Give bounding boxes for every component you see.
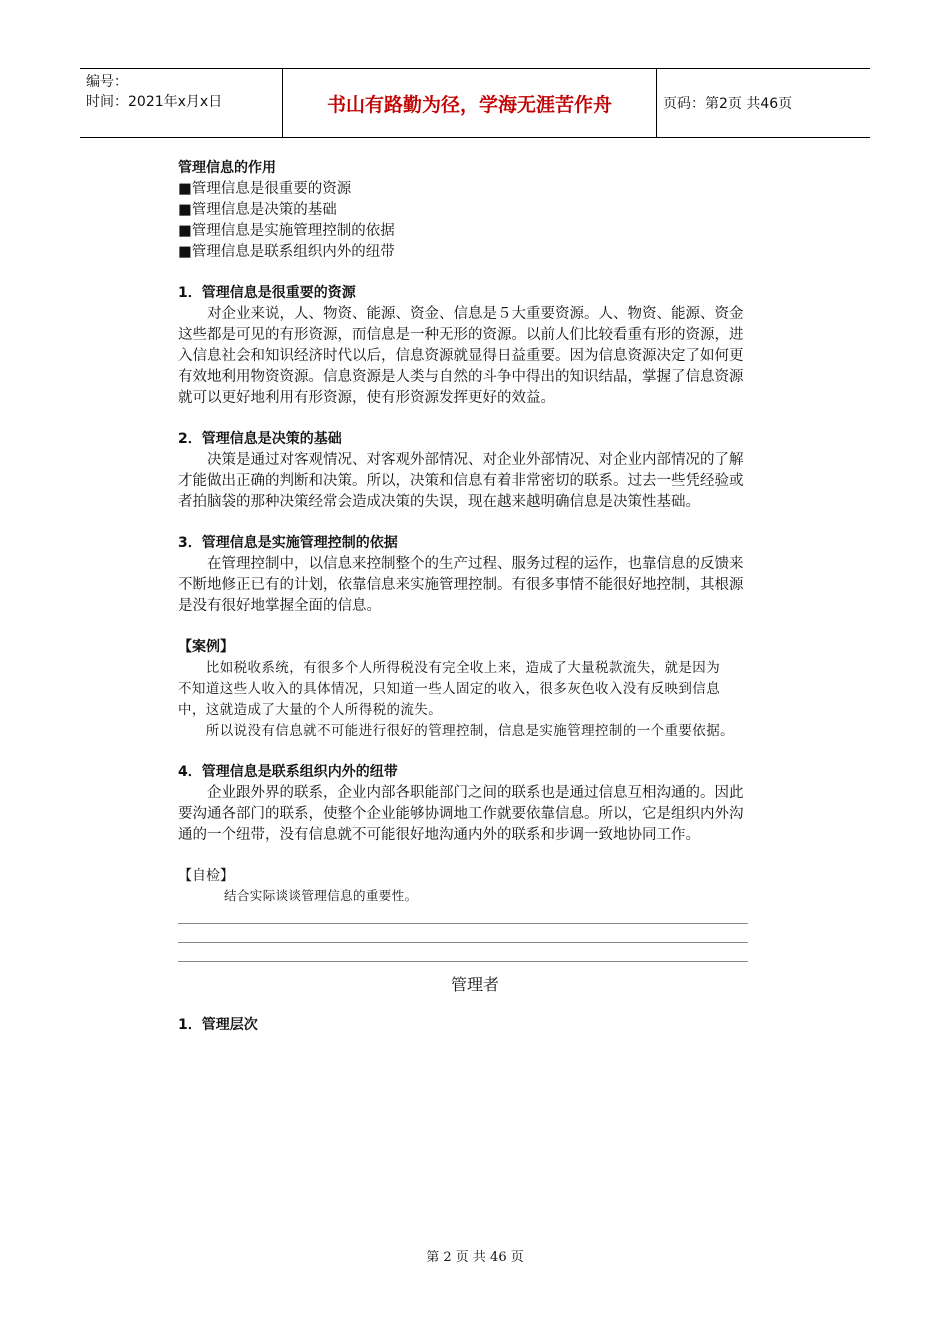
case-line: 不知道这些人收入的具体情况，只知道一些人固定的收入，很多灰色收入没有反映到信息 xyxy=(178,681,721,697)
header-page-info: 页码：第2页 共46页 xyxy=(663,96,793,112)
number-label: 编号： xyxy=(86,74,128,90)
section-title: 管理信息的作用 xyxy=(178,160,276,176)
paragraph-line: 通的一个纽带，没有信息就不可能很好地沟通内外的联系和步调一致地协同工作。 xyxy=(178,827,700,843)
paragraph-line: 要沟通各部门的联系，使整个企业能够协调地工作就要依靠信息。所以，它是组织内外沟 xyxy=(178,806,744,822)
bullet-item: ■管理信息是很重要的资源 xyxy=(178,181,352,197)
header-meta xyxy=(80,69,283,137)
answer-line xyxy=(178,942,748,943)
paragraph-line: 才能做出正确的判断和决策。所以，决策和信息有着非常密切的联系。过去一些凭经验或 xyxy=(178,473,744,489)
case-label: 【案例】 xyxy=(178,639,234,655)
bullet-item: ■管理信息是实施管理控制的依据 xyxy=(178,223,395,239)
case-line: 比如税收系统，有很多个人所得税没有完全收上来，造成了大量税款流失，就是因为 xyxy=(178,660,721,676)
paragraph-line: 企业跟外界的联系，企业内部各职能部门之间的联系也是通过信息互相沟通的。因此 xyxy=(178,785,744,801)
paragraph-line: 对企业来说，人、物资、能源、资金、信息是５大重要资源。人、物资、能源、资金 xyxy=(178,306,744,322)
case-line: 中，这就造成了大量的个人所得税的流失。 xyxy=(178,702,443,718)
paragraph-line: 不断地修正已有的计划，依靠信息来实施管理控制。有很多事情不能很好地控制，其根源 xyxy=(178,577,744,593)
selfcheck-question: 结合实际谈谈管理信息的重要性。 xyxy=(224,888,418,903)
section-title: 1．管理信息是很重要的资源 xyxy=(178,285,356,301)
paragraph-line: 者拍脑袋的那种决策经常会造成决策的失误，现在越来越明确信息是决策性基础。 xyxy=(178,494,700,510)
section-title: 3．管理信息是实施管理控制的依据 xyxy=(178,535,398,551)
paragraph-line: 是没有很好地掌握全面的信息。 xyxy=(178,598,381,614)
document-body xyxy=(178,158,810,962)
paragraph-line: 这些都是可见的有形资源，而信息是一种无形的资源。以前人们比较看重有形的资源，进 xyxy=(178,327,744,343)
section-title: 2．管理信息是决策的基础 xyxy=(178,431,342,447)
selfcheck-label: 【自检】 xyxy=(178,868,234,884)
page-header xyxy=(80,68,870,138)
case-line: 所以说没有信息就不可能进行很好的管理控制，信息是实施管理控制的一个重要依据。 xyxy=(178,723,734,739)
chapter-title: 管理者 xyxy=(450,975,499,994)
bullet-item: ■管理信息是联系组织内外的纽带 xyxy=(178,244,395,260)
paragraph-line: 入信息社会和知识经济时代以后，信息资源就显得日益重要。因为信息资源决定了如何更 xyxy=(178,348,744,364)
section-title: 1．管理层次 xyxy=(178,1017,258,1033)
date-label: 时间：2021年x月x日 xyxy=(86,94,223,110)
section-title: 4．管理信息是联系组织内外的纽带 xyxy=(178,764,398,780)
paragraph-line: 有效地利用物资资源。信息资源是人类与自然的斗争中得出的知识结晶，掌握了信息资源 xyxy=(178,369,744,385)
bullet-item: ■管理信息是决策的基础 xyxy=(178,202,337,218)
answer-line xyxy=(178,923,748,924)
page-footer: 第 2 页 共 46 页 xyxy=(426,1250,524,1265)
paragraph-line: 决策是通过对客观情况、对客观外部情况、对企业外部情况、对企业内部情况的了解 xyxy=(178,452,744,468)
paragraph-line: 就可以更好地利用有形资源，使有形资源发挥更好的效益。 xyxy=(178,390,555,406)
paragraph-line: 在管理控制中，以信息来控制整个的生产过程、服务过程的运作，也靠信息的反馈来 xyxy=(178,556,744,572)
answer-line xyxy=(178,961,748,962)
header-motto: 书山有路勤为径，学海无涯苦作舟 xyxy=(283,69,657,137)
